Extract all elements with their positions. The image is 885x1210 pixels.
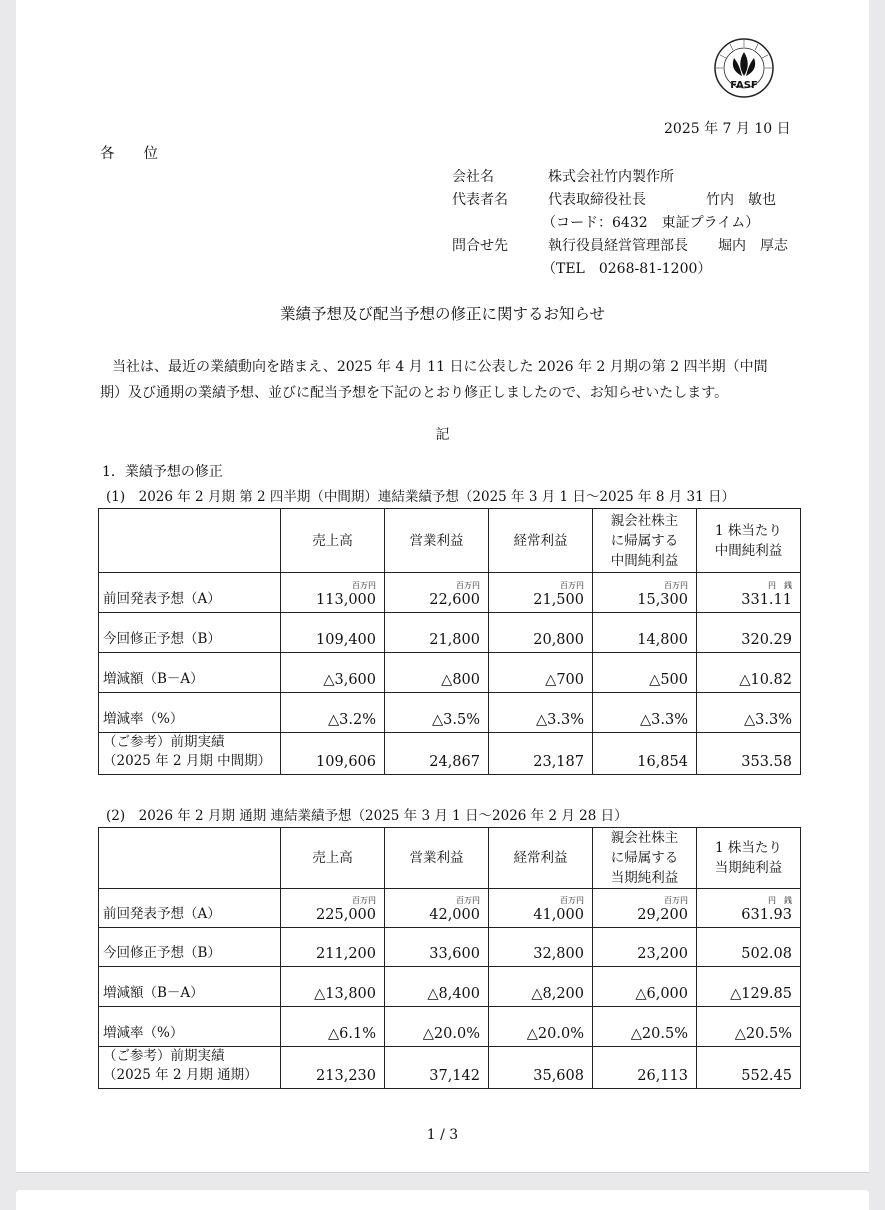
table-cell — [697, 967, 801, 1007]
cell-value: 42,000 — [429, 907, 480, 923]
stock-code: （コード：6432 東証プライム） — [542, 215, 760, 231]
table-cell — [697, 613, 801, 653]
cell-value: △129.85 — [730, 986, 792, 1002]
cell-value: △3.2% — [328, 712, 376, 728]
cell-value: 20,800 — [533, 632, 584, 648]
table-row — [99, 889, 801, 928]
cell-value: 37,142 — [429, 1068, 480, 1084]
representative-title: 代表取締役社長 — [548, 192, 646, 208]
table-cell — [489, 733, 593, 775]
cell-value: △6,000 — [635, 986, 688, 1002]
table-cell — [593, 1047, 697, 1089]
cell-value: △13,800 — [314, 986, 376, 1002]
cell-value: 26,113 — [637, 1068, 688, 1084]
cell-value: 21,500 — [533, 592, 584, 608]
table-row — [99, 1047, 801, 1089]
cell-value: △20.0% — [526, 1026, 584, 1042]
cell-value: 213,230 — [316, 1068, 376, 1084]
header-operating-income: 営業利益 — [385, 828, 489, 889]
table-row — [99, 733, 801, 775]
table-cell — [697, 693, 801, 733]
header-eps: 1 株当たり 中間純利益 — [697, 509, 801, 573]
cell-value: 21,800 — [429, 632, 480, 648]
table-cell — [281, 1007, 385, 1047]
table-interim-forecast — [98, 508, 801, 775]
document-title: 業績予想及び配当予想の修正に関するお知らせ — [279, 305, 606, 323]
cell-value: 113,000 — [316, 592, 376, 608]
cell-value: 23,187 — [533, 754, 584, 770]
table-cell — [281, 1047, 385, 1089]
unit-label: 百万円 — [352, 581, 376, 590]
cell-value: 552.45 — [741, 1068, 792, 1084]
unit-label: 百万円 — [456, 581, 480, 590]
page-number: 1 / 3 — [426, 1127, 459, 1143]
addressee: 各 位 — [100, 146, 158, 162]
table-cell — [593, 733, 697, 775]
table-row — [99, 653, 801, 693]
cell-value: △8,200 — [531, 986, 584, 1002]
cell-value: △6.1% — [328, 1026, 376, 1042]
cell-value: 631.93 — [741, 907, 792, 923]
cell-value: 353.58 — [741, 754, 792, 770]
table-cell — [697, 573, 801, 613]
cell-value: △3.3% — [536, 712, 584, 728]
contact-title: 執行役員経営管理部長 — [548, 238, 688, 254]
header-net-income: 親会社株主 に帰属する 当期純利益 — [593, 828, 697, 889]
table-cell — [593, 693, 697, 733]
table-cell — [385, 693, 489, 733]
table-cell — [489, 1007, 593, 1047]
contact-label: 問合せ先 — [452, 238, 508, 254]
cell-value: 109,400 — [316, 632, 376, 648]
unit-label: 百万円 — [664, 581, 688, 590]
body-paragraph-line-1: 当社は、最近の業績動向を踏まえ、2025 年 4 月 11 日に公表した 2026 年 2 月期の第 2 四半期（中間 — [112, 359, 768, 375]
row-label: （ご参考）前期実績 （2025 年 2 月期 通期） — [99, 1047, 281, 1089]
cell-value: △20.0% — [422, 1026, 480, 1042]
contact-tel: （TEL 0268-81-1200） — [542, 261, 712, 277]
cell-value: △20.5% — [630, 1026, 688, 1042]
cell-value: △800 — [441, 672, 480, 688]
table-row — [99, 1007, 801, 1047]
representative-label: 代表者名 — [452, 192, 508, 208]
table-cell — [593, 967, 697, 1007]
table-cell — [489, 693, 593, 733]
table-cell — [281, 653, 385, 693]
header-net-income: 親会社株主 に帰属する 中間純利益 — [593, 509, 697, 573]
unit-label: 百万円 — [352, 896, 376, 905]
representative-name: 竹内 敏也 — [706, 192, 776, 208]
table-cell — [593, 613, 697, 653]
cell-value: 29,200 — [637, 907, 688, 923]
table-cell — [385, 1047, 489, 1089]
table-cell — [593, 573, 697, 613]
table-cell — [489, 889, 593, 928]
header-sales: 売上高 — [281, 828, 385, 889]
section-heading: 1．業績予想の修正 — [102, 464, 223, 480]
table-row — [99, 967, 801, 1007]
table-cell — [489, 613, 593, 653]
cell-value: 16,854 — [637, 754, 688, 770]
cell-value: 331.11 — [741, 592, 792, 608]
fasf-logo-text: FASF — [730, 80, 758, 91]
cell-value: 24,867 — [429, 754, 480, 770]
cell-value: 22,600 — [429, 592, 480, 608]
header-blank — [99, 828, 281, 889]
ki-heading: 記 — [435, 427, 450, 443]
table-cell — [593, 889, 697, 928]
table-cell — [385, 1007, 489, 1047]
unit-label: 百万円 — [560, 896, 584, 905]
table-row — [99, 928, 801, 967]
cell-value: △3,600 — [323, 672, 376, 688]
table-cell — [385, 653, 489, 693]
cell-value: 32,800 — [533, 946, 584, 962]
cell-value: 33,600 — [429, 946, 480, 962]
table-cell — [697, 653, 801, 693]
unit-label: 円 銭 — [768, 581, 792, 590]
cell-value: 225,000 — [316, 907, 376, 923]
table-cell — [385, 573, 489, 613]
cell-value: △3.3% — [640, 712, 688, 728]
table-row — [99, 573, 801, 613]
unit-label: 百万円 — [664, 896, 688, 905]
table1-caption: (1) 2026 年 2 月期 第 2 四半期（中間期）連結業績予想（2025 年 3 月 1 日～2025 年 8 月 31 日） — [106, 489, 735, 505]
row-label: 今回修正予想（B） — [99, 613, 281, 653]
table-cell — [489, 653, 593, 693]
cell-value: △3.5% — [432, 712, 480, 728]
unit-label: 百万円 — [560, 581, 584, 590]
company-label: 会社名 — [452, 169, 494, 185]
header-ordinary-income: 経常利益 — [489, 828, 593, 889]
cell-value: 23,200 — [637, 946, 688, 962]
header-ordinary-income: 経常利益 — [489, 509, 593, 573]
table-cell — [697, 889, 801, 928]
cell-value: 41,000 — [533, 907, 584, 923]
document-date: 2025 年 7 月 10 日 — [664, 121, 791, 137]
cell-value: △10.82 — [739, 672, 792, 688]
header-sales: 売上高 — [281, 509, 385, 573]
cell-value: 502.08 — [741, 946, 792, 962]
cell-value: △500 — [649, 672, 688, 688]
row-label: 増減率（%） — [99, 693, 281, 733]
table-cell — [385, 967, 489, 1007]
table-cell — [697, 1007, 801, 1047]
cell-value: 15,300 — [637, 592, 688, 608]
unit-label: 円 銭 — [768, 896, 792, 905]
document-page — [16, 0, 869, 1173]
row-label: 増減額（B－A） — [99, 653, 281, 693]
cell-value: △20.5% — [734, 1026, 792, 1042]
cell-value: 211,200 — [316, 946, 376, 962]
table-header-row — [99, 828, 801, 889]
header-blank — [99, 509, 281, 573]
header-operating-income: 営業利益 — [385, 509, 489, 573]
table-cell — [697, 1047, 801, 1089]
table-cell — [697, 733, 801, 775]
next-page-edge — [16, 1190, 869, 1210]
table-cell — [385, 733, 489, 775]
row-label: 増減率（%） — [99, 1007, 281, 1047]
table-cell — [281, 889, 385, 928]
company-name: 株式会社竹内製作所 — [548, 169, 674, 185]
table-cell — [281, 928, 385, 967]
table-cell — [489, 1047, 593, 1089]
table-cell — [593, 928, 697, 967]
unit-label: 百万円 — [456, 896, 480, 905]
table-cell — [489, 573, 593, 613]
table-cell — [385, 889, 489, 928]
row-label: 今回修正予想（B） — [99, 928, 281, 967]
table-cell — [281, 733, 385, 775]
row-label: （ご参考）前期実績 （2025 年 2 月期 中間期） — [99, 733, 281, 775]
header-eps: 1 株当たり 当期純利益 — [697, 828, 801, 889]
cell-value: △8,400 — [427, 986, 480, 1002]
cell-value: △3.3% — [744, 712, 792, 728]
table-cell — [281, 613, 385, 653]
cell-value: 14,800 — [637, 632, 688, 648]
table-cell — [593, 1007, 697, 1047]
table-cell — [385, 928, 489, 967]
cell-value: △700 — [545, 672, 584, 688]
table-row — [99, 613, 801, 653]
table2-caption: (2) 2026 年 2 月期 通期 連結業績予想（2025 年 3 月 1 日～2026 年 2 月 28 日） — [106, 808, 628, 824]
table-cell — [281, 573, 385, 613]
cell-value: 109,606 — [316, 754, 376, 770]
cell-value: 320.29 — [741, 632, 792, 648]
table-header-row — [99, 509, 801, 573]
fasf-logo — [712, 36, 776, 100]
cell-value: 35,608 — [533, 1068, 584, 1084]
table-cell — [489, 928, 593, 967]
table-cell — [489, 967, 593, 1007]
row-label: 増減額（B－A） — [99, 967, 281, 1007]
table-full-year-forecast — [98, 827, 801, 1089]
table-cell — [697, 928, 801, 967]
table-cell — [385, 613, 489, 653]
table-cell — [281, 693, 385, 733]
body-paragraph-line-2: 期）及び通期の業績予想、並びに配当予想を下記のとおり修正しましたので、お知らせいたします。 — [100, 385, 729, 401]
row-label: 前回発表予想（A） — [99, 889, 281, 928]
table-cell — [593, 653, 697, 693]
row-label: 前回発表予想（A） — [99, 573, 281, 613]
table-row — [99, 693, 801, 733]
table-cell — [281, 967, 385, 1007]
contact-name: 堀内 厚志 — [718, 238, 788, 254]
